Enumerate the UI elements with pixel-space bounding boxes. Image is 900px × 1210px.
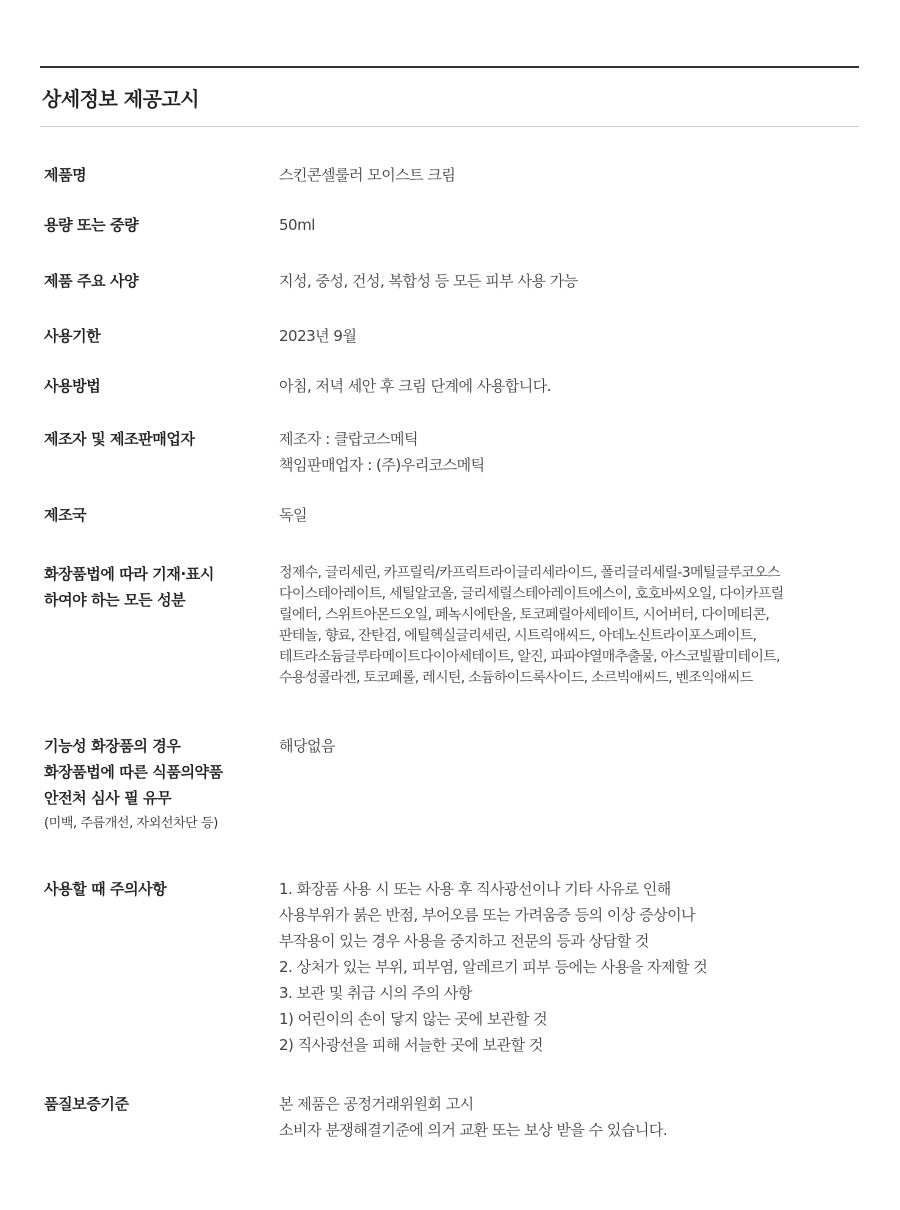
row-value: 50ml: [279, 216, 315, 234]
row-label: 제품 주요 사양: [44, 272, 139, 290]
row-label: [44, 561, 274, 613]
ingredients-line: 판테놀, 향료, 잔탄검, 에틸헥실글리세린, 시트릭애씨드, 아데노신트라이포스페이트,: [279, 628, 757, 644]
row-label: 품질보증기준: [44, 1095, 129, 1113]
label-line: 화장품법에 따른 식품의약품: [44, 763, 223, 781]
precaution-line: 2. 상처가 있는 부위, 피부염, 알레르기 피부 등에는 사용을 자제할 것: [279, 958, 708, 976]
precaution-line: 부작용이 있는 경우 사용을 중지하고 전문의 등과 상담할 것: [279, 932, 649, 950]
distributor-line: 책임판매업자 : (주)우리코스메틱: [279, 456, 485, 474]
row-label: 용량 또는 중량: [44, 216, 139, 234]
manufacturer-line: 제조자 : 클랍코스메틱: [279, 430, 419, 448]
product-info-notice: [40, 0, 859, 1210]
precautions-list: [279, 876, 864, 1058]
row-value: 해당없음: [279, 737, 335, 755]
row-label: 사용기한: [44, 327, 101, 345]
precaution-line: 2) 직사광선을 피해 서늘한 곳에 보관할 것: [279, 1036, 543, 1054]
row-label: 제조국: [44, 506, 87, 524]
row-value: 독일: [279, 506, 307, 524]
row-value: 스킨콘셀룰러 모이스트 크림: [279, 166, 456, 184]
ingredients-line: 수용성콜라겐, 토코페롤, 레시틴, 소듐하이드록사이드, 소르빅애씨드, 벤조익애씨드: [279, 670, 753, 686]
top-divider: [40, 66, 859, 68]
ingredients-line: 테트라소듐글루타메이트다이아세테이트, 알진, 파파야열매추출물, 아스코빌팔미테이트,: [279, 649, 780, 665]
precaution-line: 사용부위가 붉은 반점, 부어오름 또는 가려움증 등의 이상 증상이나: [279, 906, 696, 924]
row-label: 제조자 및 제조판매업자: [44, 430, 195, 448]
precaution-line: 1. 화장품 사용 시 또는 사용 후 직사광선이나 기타 사유로 인해: [279, 880, 671, 898]
quality-line: 본 제품은 공정거래위원회 고시: [279, 1095, 474, 1113]
row-value: [279, 426, 864, 478]
row-value: 2023년 9월: [279, 327, 357, 345]
row-value: 아침, 저녁 세안 후 크림 단계에 사용합니다.: [279, 377, 551, 395]
row-label: 사용방법: [44, 377, 101, 395]
quality-line: 소비자 분쟁해결기준에 의거 교환 또는 보상 받을 수 있습니다.: [279, 1121, 668, 1139]
precaution-line: 1) 어린이의 손이 닿지 않는 곳에 보관할 것: [279, 1010, 548, 1028]
row-value: 지성, 중성, 건성, 복합성 등 모든 피부 사용 가능: [279, 272, 578, 290]
label-line: 화장품법에 따라 기재·표시: [44, 565, 214, 583]
ingredients-line: 정제수, 글리세린, 카프릴릭/카프릭트라이글리세라이드, 폴리글리세릴-3메틸글루코오스: [279, 565, 780, 581]
label-note: (미백, 주름개선, 자외선차단 등): [44, 816, 218, 831]
precaution-line: 3. 보관 및 취급 시의 주의 사항: [279, 984, 472, 1002]
row-label: [44, 733, 274, 837]
label-line: 안전처 심사 필 유무: [44, 789, 172, 807]
ingredients-list: [279, 563, 864, 689]
title-divider: [40, 126, 859, 127]
ingredients-line: 릴에터, 스위트아몬드오일, 페녹시에탄올, 토코페릴아세테이트, 시어버터, 다이메티콘,: [279, 607, 770, 623]
ingredients-line: 다이스테아레이트, 세틸알코올, 글리세릴스테아레이트에스이, 호호바씨오일, 다이카프릴: [279, 586, 784, 602]
page-title: 상세정보 제공고시: [42, 87, 200, 111]
label-line: 기능성 화장품의 경우: [44, 737, 181, 755]
row-value: [279, 1091, 864, 1143]
row-label: 사용할 때 주의사항: [44, 880, 167, 898]
label-line: 하여야 하는 모든 성분: [44, 591, 186, 609]
row-label: 제품명: [44, 166, 87, 184]
